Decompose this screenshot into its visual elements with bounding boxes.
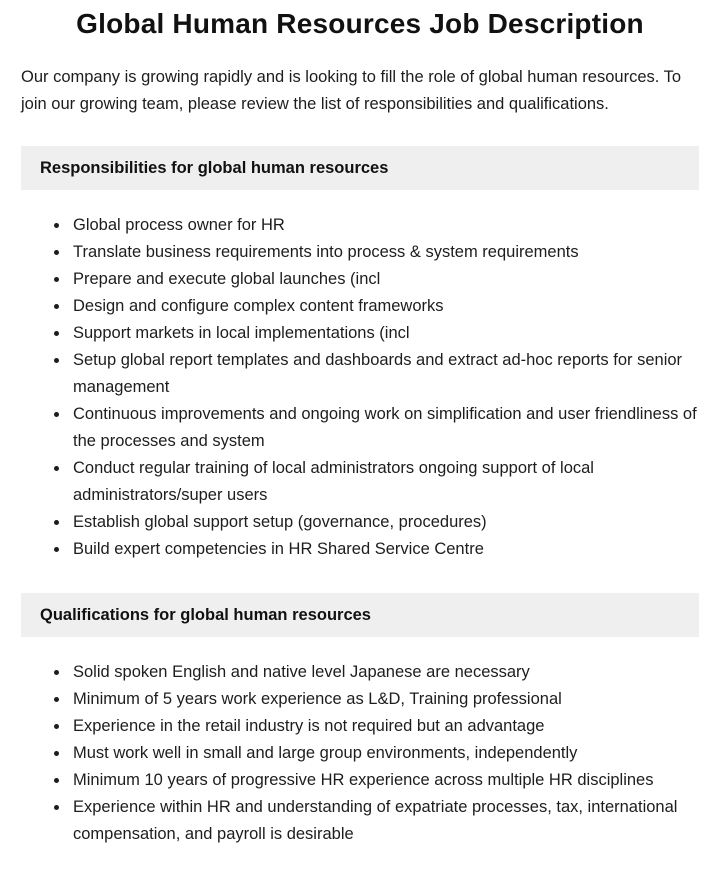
list-item: • Must work well in small and large group environments, independently bbox=[70, 740, 699, 767]
responsibilities-section bbox=[21, 146, 699, 563]
section-header-qualifications: Qualifications for global human resources bbox=[21, 593, 699, 637]
qualifications-list bbox=[21, 659, 699, 848]
list-item: • Support markets in local implementations (incl bbox=[70, 320, 699, 347]
section-header-responsibilities: Responsibilities for global human resources bbox=[21, 146, 699, 190]
qualifications-section bbox=[21, 593, 699, 848]
list-item: • Solid spoken English and native level Japanese are necessary bbox=[70, 659, 699, 686]
list-item: • Conduct regular training of local administrators ongoing support of local administrators/super users bbox=[70, 455, 699, 509]
list-item: • Minimum of 5 years work experience as L&D, Training professional bbox=[70, 686, 699, 713]
list-item: • Setup global report templates and dashboards and extract ad-hoc reports for senior management bbox=[70, 347, 699, 401]
list-item: • Design and configure complex content frameworks bbox=[70, 293, 699, 320]
responsibilities-list bbox=[21, 212, 699, 563]
page-title: Global Human Resources Job Description bbox=[76, 8, 644, 39]
list-item: • Translate business requirements into process & system requirements bbox=[70, 239, 699, 266]
list-item: • Experience in the retail industry is not required but an advantage bbox=[70, 713, 699, 740]
list-item: • Global process owner for HR bbox=[70, 212, 699, 239]
list-item: • Build expert competencies in HR Shared Service Centre bbox=[70, 536, 699, 563]
list-item: • Establish global support setup (governance, procedures) bbox=[70, 509, 699, 536]
list-item: • Minimum 10 years of progressive HR experience across multiple HR disciplines bbox=[70, 767, 699, 794]
list-item: • Experience within HR and understanding of expatriate processes, tax, international compensation, and payroll is desirable bbox=[70, 794, 699, 848]
list-item: • Continuous improvements and ongoing work on simplification and user friendliness of the processes and system bbox=[70, 401, 699, 455]
list-item: • Prepare and execute global launches (incl bbox=[70, 266, 699, 293]
intro-paragraph: Our company is growing rapidly and is looking to fill the role of global human resources. To join our growing team, please review the list of responsibilities and qualifications. bbox=[21, 68, 682, 113]
